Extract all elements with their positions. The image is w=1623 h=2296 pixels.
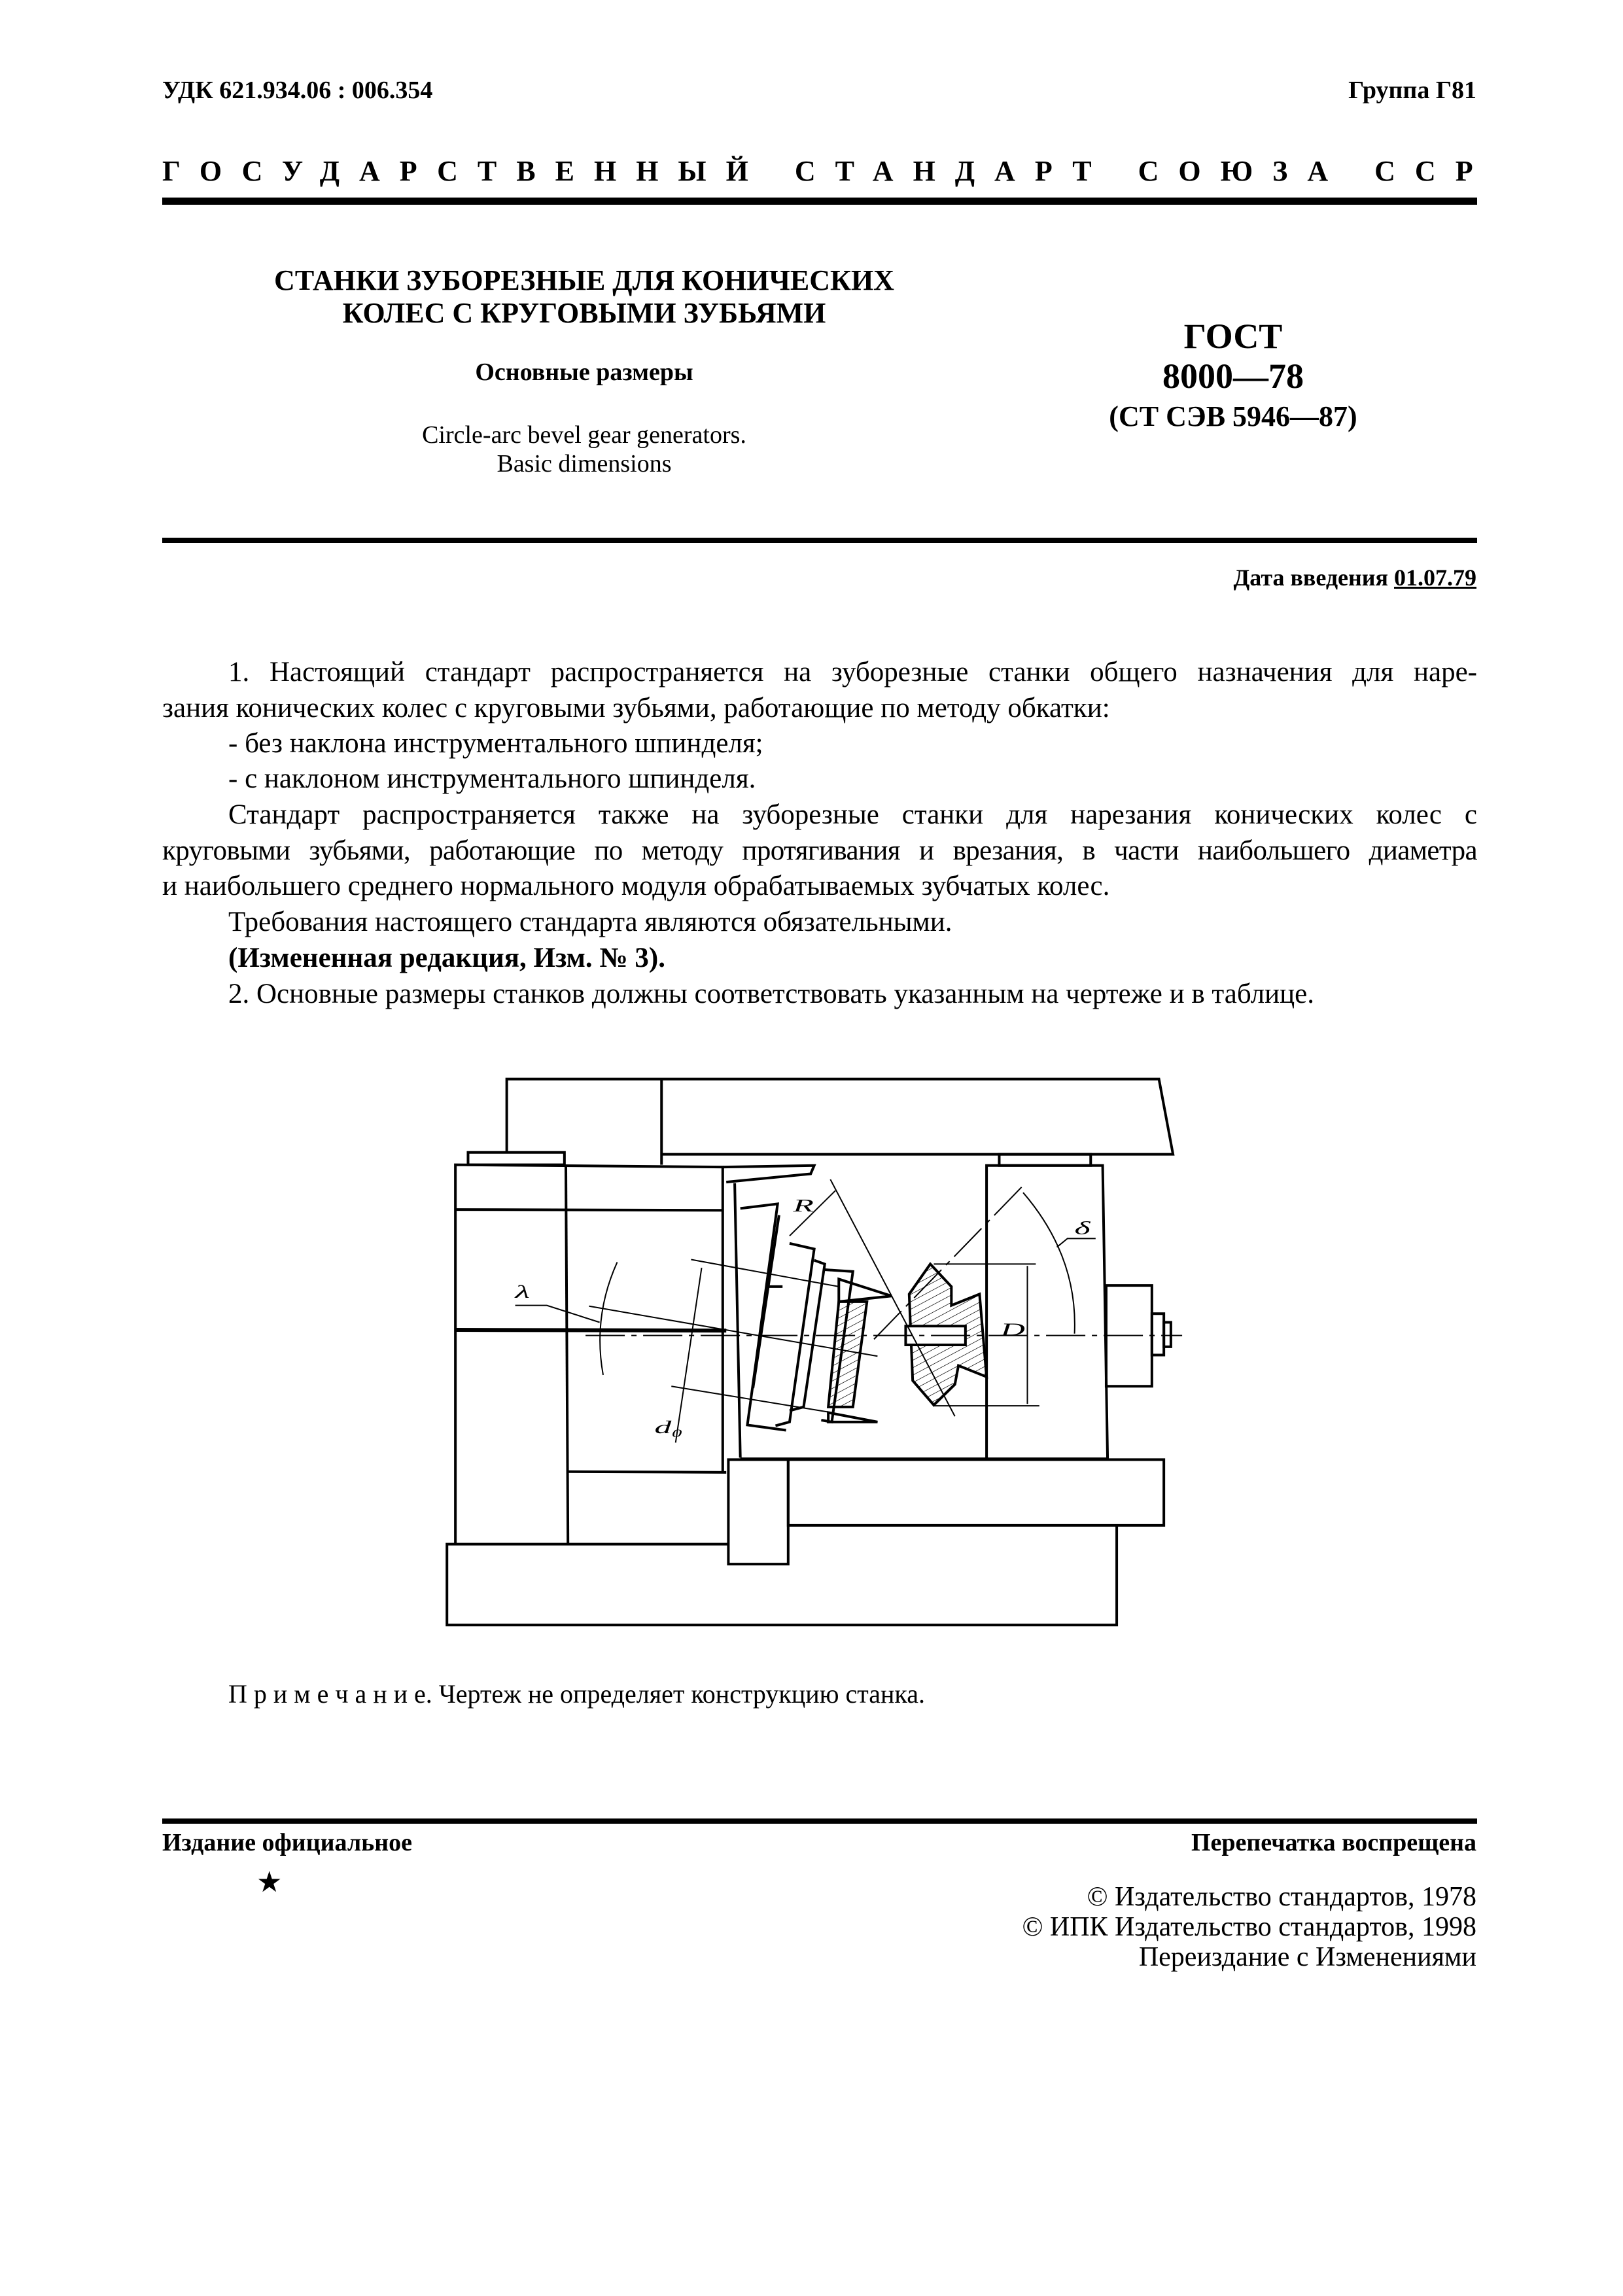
copyright-1978: © Издательство стандартов, 1978 <box>1087 1882 1476 1912</box>
star-icon: ★ <box>256 1866 283 1898</box>
title-line-2: КОЛЕС С КРУГОВЫМИ ЗУБЬЯМИ <box>342 297 826 329</box>
machine-drawing <box>445 1076 1191 1629</box>
title-line-1: СТАНКИ ЗУБОРЕЗНЫЕ ДЛЯ КОНИЧЕСКИХ <box>274 264 894 296</box>
label-d0: d₀ <box>654 1417 684 1438</box>
body-line: и наибольшего среднего нормального модуля обрабатываемых зубчатых колес. <box>162 871 1110 901</box>
body-line: 2. Основные размеры станков должны соответствовать указанным на чертеже и в таблице. <box>228 979 1314 1009</box>
footer-rule <box>162 1818 1477 1824</box>
official-edition: Издание официальное <box>162 1829 413 1856</box>
group-code: Группа Г81 <box>1348 77 1476 104</box>
udk-code: УДК 621.934.06 : 006.354 <box>162 77 433 104</box>
body-line: круговыми зубьями, работающие по методу протягивания и врезания, в части наибольшего диаметра <box>162 835 1477 866</box>
note-text: Чертеж не определяет конструкцию станка. <box>438 1679 925 1709</box>
copyright-1998: © ИПК Издательство стандартов, 1998 <box>1022 1912 1476 1942</box>
title-rule <box>162 538 1477 543</box>
workpiece-gear <box>905 1264 986 1405</box>
drawing-note <box>228 1679 925 1709</box>
state-standard-banner: ГОСУДАРСТВЕННЫЙ СТАНДАРТ СОЮЗА ССР <box>162 155 1493 187</box>
body-line: - с наклоном инструментального шпинделя. <box>228 763 756 794</box>
body-line: Требования настоящего стандарта являются обязательными. <box>228 907 952 937</box>
machine-base <box>447 1459 1164 1625</box>
body-line: Стандарт распространяется также на зуборезные станки для нарезания конических колес с <box>228 799 1477 830</box>
english-title-1: Circle-arc bevel gear generators. <box>422 421 746 449</box>
gost-number: 8000—78 <box>1162 357 1304 396</box>
intro-date <box>1234 564 1477 591</box>
left-column <box>455 1153 726 1544</box>
amendment-note: (Измененная редакция, Изм. № 3). <box>228 943 665 973</box>
gost-label: ГОСТ <box>1183 317 1283 356</box>
overhead-beam <box>507 1079 1173 1165</box>
note-label: П р и м е ч а н и е. <box>228 1679 432 1709</box>
cmea-standard: (СТ СЭВ 5946—87) <box>1109 400 1357 432</box>
intro-date-value: 01.07.79 <box>1394 565 1476 591</box>
reissue-note: Переиздание с Изменениями <box>1138 1942 1476 1972</box>
body-line: - без наклона инструментального шпинделя; <box>228 728 763 759</box>
english-title-2: Basic dimensions <box>497 450 672 478</box>
label-delta: δ <box>1074 1217 1091 1238</box>
intro-date-label: Дата введения <box>1233 565 1388 591</box>
right-column <box>986 1155 1171 1460</box>
label-r: R <box>793 1195 814 1215</box>
label-d: D <box>1000 1319 1025 1340</box>
reprint-prohibited: Перепечатка воспрещена <box>1191 1829 1476 1856</box>
header-rule <box>162 198 1477 205</box>
body-line: 1. Настоящий стандарт распространяется на зуборезные станки общего назначения для наре- <box>228 657 1477 687</box>
body-line: зания конических колес с круговыми зубьями, работающие по методу обкатки: <box>162 693 1110 723</box>
label-lambda: λ <box>515 1281 530 1302</box>
subtitle: Основные размеры <box>475 358 693 386</box>
